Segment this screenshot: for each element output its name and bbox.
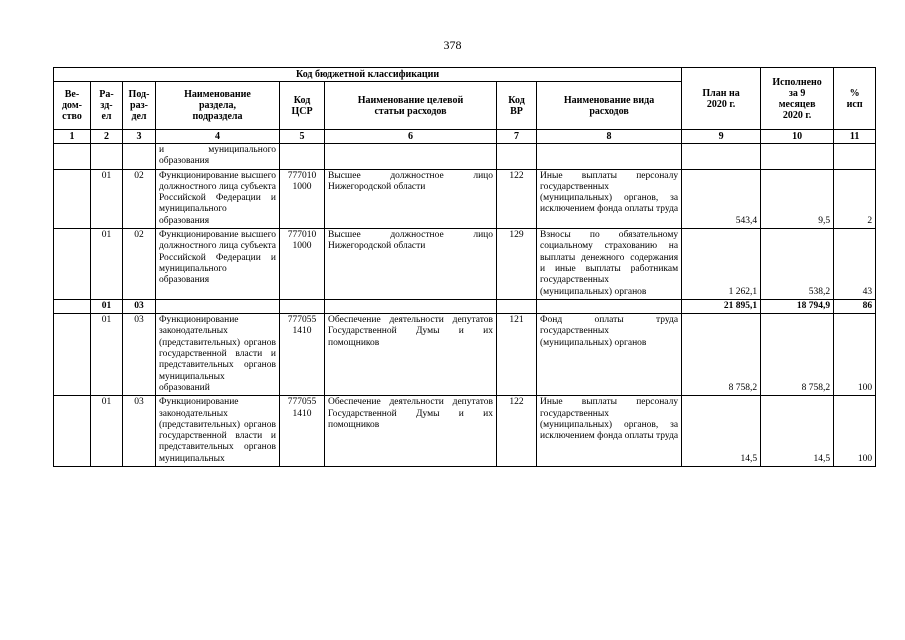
table-row	[54, 229, 876, 300]
header-razd: Ра- зд- ел	[91, 82, 123, 130]
cell-vr: 121	[497, 314, 537, 396]
header-csr: Код ЦСР	[280, 82, 325, 130]
header-name-vr: Наименование вида расходов	[537, 82, 682, 130]
header-ispoln: Исполнено за 9 месяцев 2020 г.	[761, 68, 834, 130]
cell-name-csr	[325, 299, 497, 313]
cell-name-csr	[325, 144, 497, 170]
cell-pct: 2	[834, 169, 876, 228]
table-row	[54, 396, 876, 467]
cell-csr: 777010 1000	[280, 169, 325, 228]
header-name-csr: Наименование целевой статьи расходов	[325, 82, 497, 130]
header-plan: План на 2020 г.	[682, 68, 761, 130]
header-group-title: Код бюджетной классификации	[54, 68, 682, 82]
cell-vr: 129	[497, 229, 537, 300]
cell-ispoln: 18 794,9	[761, 299, 834, 313]
cell-plan: 8 758,2	[682, 314, 761, 396]
column-number: 10	[761, 130, 834, 144]
cell-ispoln: 538,2	[761, 229, 834, 300]
cell-name-vr	[537, 144, 682, 170]
column-number: 5	[280, 130, 325, 144]
column-number: 7	[497, 130, 537, 144]
cell-name-vr: Иные выплаты персоналу государственных (муниципальных) органов, за исключением фонда оплаты труда	[537, 169, 682, 228]
cell-name-vr: Взносы по обязательному социальному страхованию на выплаты денежного содержания и иные выплаты работникам государственных (муниципальных) органов	[537, 229, 682, 300]
table-row	[54, 169, 876, 228]
cell-ispoln	[761, 144, 834, 170]
budget-table	[53, 67, 876, 467]
cell-razd: 01	[91, 314, 123, 396]
cell-name-vr: Фонд оплаты труда государственных (муниципальных) органов	[537, 314, 682, 396]
cell-name-csr: Высшее должностное лицо Нижегородской области	[325, 229, 497, 300]
column-number: 8	[537, 130, 682, 144]
column-number: 11	[834, 130, 876, 144]
cell-csr	[280, 144, 325, 170]
cell-pct: 100	[834, 396, 876, 467]
header-vr: Код ВР	[497, 82, 537, 130]
column-number: 4	[156, 130, 280, 144]
cell-vr: 122	[497, 396, 537, 467]
cell-podrazd	[123, 144, 156, 170]
cell-plan: 543,4	[682, 169, 761, 228]
cell-ved	[54, 229, 91, 300]
column-number-row	[54, 130, 876, 144]
cell-razd: 01	[91, 169, 123, 228]
column-number: 6	[325, 130, 497, 144]
cell-razd: 01	[91, 229, 123, 300]
cell-pct: 86	[834, 299, 876, 313]
cell-podrazd: 02	[123, 229, 156, 300]
cell-podrazd: 03	[123, 314, 156, 396]
column-number: 3	[123, 130, 156, 144]
header-name-razd: Наименование раздела, подраздела	[156, 82, 280, 130]
cell-pct: 100	[834, 314, 876, 396]
cell-name-razd: Функционирование законодательных (представительных) органов государственной власти и представительных органов муниципальных образований	[156, 314, 280, 396]
column-number: 1	[54, 130, 91, 144]
cell-csr: 777010 1000	[280, 229, 325, 300]
header-ved: Ве- дом- ство	[54, 82, 91, 130]
table-row	[54, 314, 876, 396]
cell-name-vr	[537, 299, 682, 313]
cell-vr: 122	[497, 169, 537, 228]
header-pct: % исп	[834, 68, 876, 130]
cell-name-razd: Функционирование высшего должностного лица субъекта Российской Федерации и муниципального образования	[156, 169, 280, 228]
cell-name-vr: Иные выплаты персоналу государственных (муниципальных) органов, за исключением фонда оплаты труда	[537, 396, 682, 467]
cell-podrazd: 03	[123, 299, 156, 313]
cell-csr	[280, 299, 325, 313]
cell-podrazd: 03	[123, 396, 156, 467]
cell-name-razd: и муниципального образования	[156, 144, 280, 170]
subtotal-row	[54, 299, 876, 313]
cell-ved	[54, 314, 91, 396]
cell-plan: 1 262,1	[682, 229, 761, 300]
column-number: 2	[91, 130, 123, 144]
cell-ispoln: 9,5	[761, 169, 834, 228]
cell-csr: 777055 1410	[280, 314, 325, 396]
column-number: 9	[682, 130, 761, 144]
cell-plan	[682, 144, 761, 170]
cell-ispoln: 8 758,2	[761, 314, 834, 396]
cell-razd: 01	[91, 396, 123, 467]
cell-csr: 777055 1410	[280, 396, 325, 467]
cell-name-csr: Обеспечение деятельности депутатов Государственной Думы и их помощников	[325, 314, 497, 396]
cell-ved	[54, 396, 91, 467]
cell-vr	[497, 144, 537, 170]
cell-razd	[91, 144, 123, 170]
cell-ispoln: 14,5	[761, 396, 834, 467]
cell-name-csr: Высшее должностное лицо Нижегородской области	[325, 169, 497, 228]
table-header	[54, 68, 876, 144]
cell-name-csr: Обеспечение деятельности депутатов Государственной Думы и их помощников	[325, 396, 497, 467]
cell-name-razd: Функционирование законодательных (представительных) органов государственной власти и представительных органов муниципальных	[156, 396, 280, 467]
cell-name-razd	[156, 299, 280, 313]
cell-ved	[54, 144, 91, 170]
cell-ved	[54, 169, 91, 228]
header-podrazd: Под- раз- дел	[123, 82, 156, 130]
cell-plan: 14,5	[682, 396, 761, 467]
cell-pct	[834, 144, 876, 170]
cell-vr	[497, 299, 537, 313]
cell-razd: 01	[91, 299, 123, 313]
cell-name-razd: Функционирование высшего должностного лица субъекта Российской Федерации и муниципального образования	[156, 229, 280, 300]
cell-plan: 21 895,1	[682, 299, 761, 313]
cell-ved	[54, 299, 91, 313]
cell-podrazd: 02	[123, 169, 156, 228]
table-row	[54, 144, 876, 170]
cell-pct: 43	[834, 229, 876, 300]
page-number: 378	[443, 38, 462, 52]
